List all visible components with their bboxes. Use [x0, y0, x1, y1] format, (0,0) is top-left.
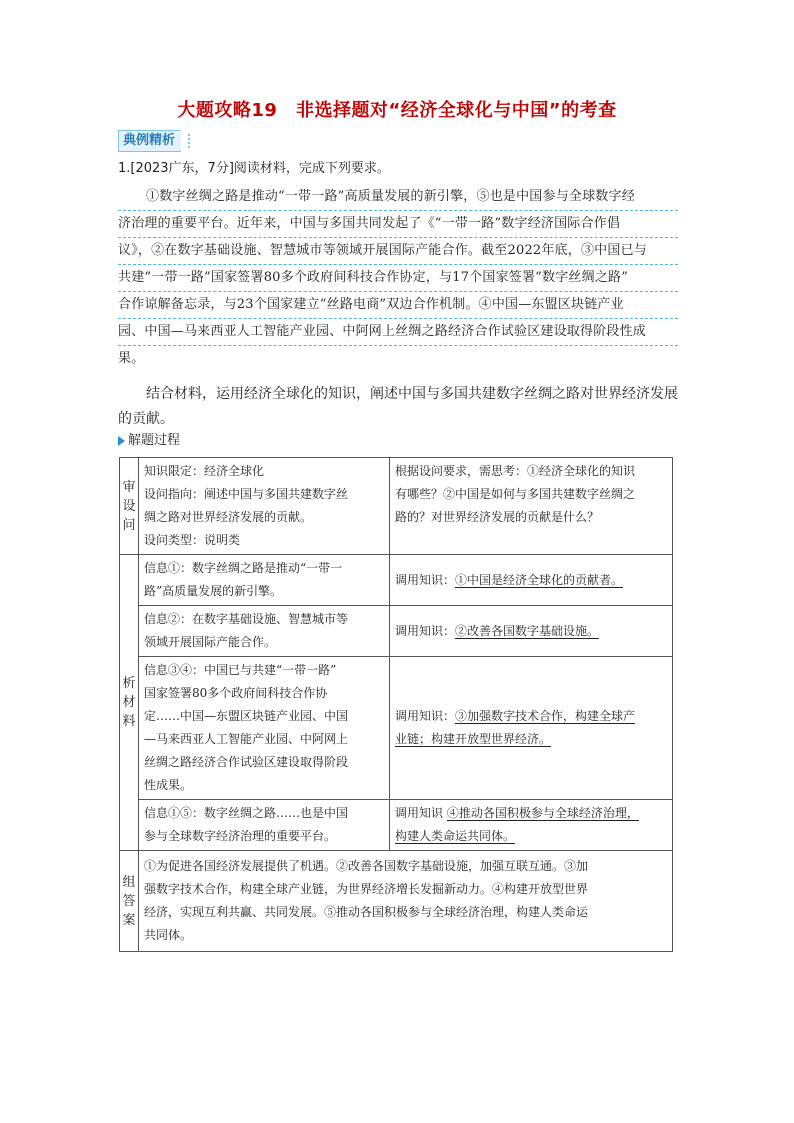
cell-line: 领域开展国际产能合作。	[144, 635, 277, 649]
cell-line: 有哪些？②中国是如何与多国共建数字丝绸之	[395, 487, 636, 501]
cell-line: 国家签署80多个政府间科技合作协	[144, 686, 328, 700]
cell-line: 参与全球数字经济治理的重要平台。	[144, 829, 337, 843]
cell-line: 信息②：在数字基础设施、智慧城市等	[144, 612, 349, 626]
cell-answer-full	[139, 851, 673, 952]
cell-line: 性成果。	[144, 778, 193, 792]
table-row	[120, 800, 673, 851]
cell-line: 路的？对世界经济发展的贡献是什么？	[395, 510, 600, 524]
cell-answer: ④推动各国积极参与全球经济治理，	[446, 806, 639, 820]
cell-info-left	[139, 606, 390, 657]
cell-answer: ②改善各国数字基础设施。	[455, 623, 600, 638]
cell-answer: ①中国是经济全球化的贡献者。	[455, 572, 624, 587]
table-row	[120, 555, 673, 606]
cell-line: —马来西亚人工智能产业园、中阿网上	[144, 732, 349, 746]
cell-info-left	[139, 555, 390, 606]
cell-line: 路”高质量发展的新引擎。	[144, 584, 283, 598]
task-prompt	[118, 382, 680, 432]
cell-line: 定……中国—东盟区块链产业园、中国	[144, 709, 349, 723]
row-label-xi	[120, 555, 139, 851]
material-line: 园、中国—马来西亚人工智能产业园、中阿网上丝绸之路经济合作试验区建设取得阶段性成	[118, 319, 678, 346]
cell-shen-left	[139, 458, 390, 555]
task-line: 结合材料，运用经济全球化的知识，阐述中国与多国共建数字丝绸之路对世界经济发展	[146, 386, 678, 402]
triangle-icon	[118, 436, 125, 446]
cell-prefix: 调用知识：	[395, 572, 456, 587]
row-label-text: 审设问	[122, 479, 136, 533]
cell-prefix: 调用知识	[395, 806, 447, 820]
cell-answer: 业链；构建开放型世界经济。	[395, 732, 552, 746]
cell-line: ①为促进各国经济发展提供了机遇。②改善各国数字基础设施，加强互联互通。③加	[144, 859, 589, 873]
cell-line: 设问指向：阐述中国与多国共建数字丝	[144, 487, 349, 501]
cell-info-left	[139, 800, 390, 851]
cell-knowledge-right	[390, 800, 673, 851]
table-row	[120, 657, 673, 800]
cell-line: 共同体。	[144, 928, 193, 942]
cell-line: 丝绸之路经济合作试验区建设取得阶段	[144, 755, 349, 769]
cell-knowledge-right	[390, 657, 673, 800]
cell-answer: 构建人类命运共同体。	[395, 829, 516, 843]
question-stem: 1.[2023广东，7分]阅读材料，完成下列要求。	[118, 161, 390, 176]
material-line: ①数字丝绸之路是推动“一带一路”高质量发展的新引擎，⑤也是中国参与全球数字经	[118, 184, 678, 211]
cell-knowledge-right	[390, 606, 673, 657]
row-label-text: 组答案	[122, 874, 136, 928]
cell-line: 经济，实现互利共赢、共同发展。⑤推动各国积极参与全球经济治理，构建人类命运	[144, 905, 589, 919]
row-label-zu	[120, 851, 139, 952]
badge-decoration	[188, 134, 198, 148]
cell-line: 信息③④：中国已与共建“一带一路”	[144, 663, 337, 677]
table-row	[120, 851, 673, 952]
row-label-text: 析材料	[122, 676, 136, 729]
cell-prefix: 调用知识：	[395, 709, 456, 723]
material-line: 果。	[118, 351, 145, 366]
cell-line: 绸之路对世界经济发展的贡献。	[144, 510, 313, 524]
cell-prefix: 调用知识：	[395, 623, 456, 638]
cell-knowledge-right	[390, 555, 673, 606]
row-label-shen	[120, 458, 139, 555]
cell-line: 知识限定：经济全球化	[144, 464, 265, 478]
task-line: 的贡献。	[118, 411, 174, 427]
cell-info-left	[139, 657, 390, 800]
material-line: 共建“一带一路”国家签署80多个政府间科技合作协定，与17个国家签署“数字丝绸之路”	[118, 265, 678, 292]
material-passage	[118, 184, 678, 372]
solution-heading-text: 解题过程	[128, 433, 181, 448]
cell-line: 信息①⑤：数字丝绸之路……也是中国	[144, 806, 349, 820]
solution-heading	[118, 432, 180, 450]
solution-table	[119, 457, 673, 952]
material-line: 济治理的重要平台。近年来，中国与多国共同发起了《“一带一路”数字经济国际合作倡	[118, 211, 678, 238]
section-badge: 典例精析	[118, 130, 181, 152]
cell-line: 强数字技术合作，构建全球产业链，为世界经济增长发掘新动力。④构建开放型世界	[144, 882, 589, 896]
cell-answer: ③加强数字技术合作，构建全球产	[455, 709, 636, 723]
page-title: 大题攻略19 非选择题对“经济全球化与中国”的考查	[177, 100, 617, 121]
cell-line: 根据设问要求，需思考：①经济全球化的知识	[395, 464, 636, 478]
cell-shen-right	[390, 458, 673, 555]
cell-line: 信息①：数字丝绸之路是推动“一带一	[144, 561, 343, 575]
table-row	[120, 606, 673, 657]
cell-line: 设问类型：说明类	[144, 533, 241, 547]
material-line: 议》，②在数字基础设施、智慧城市等领域开展国际产能合作。截至2022年底，③中国已与	[118, 238, 678, 265]
table-row	[120, 458, 673, 555]
material-line: 合作谅解备忘录，与23个国家建立“丝路电商”双边合作机制。④中国—东盟区块链产业	[118, 292, 678, 319]
